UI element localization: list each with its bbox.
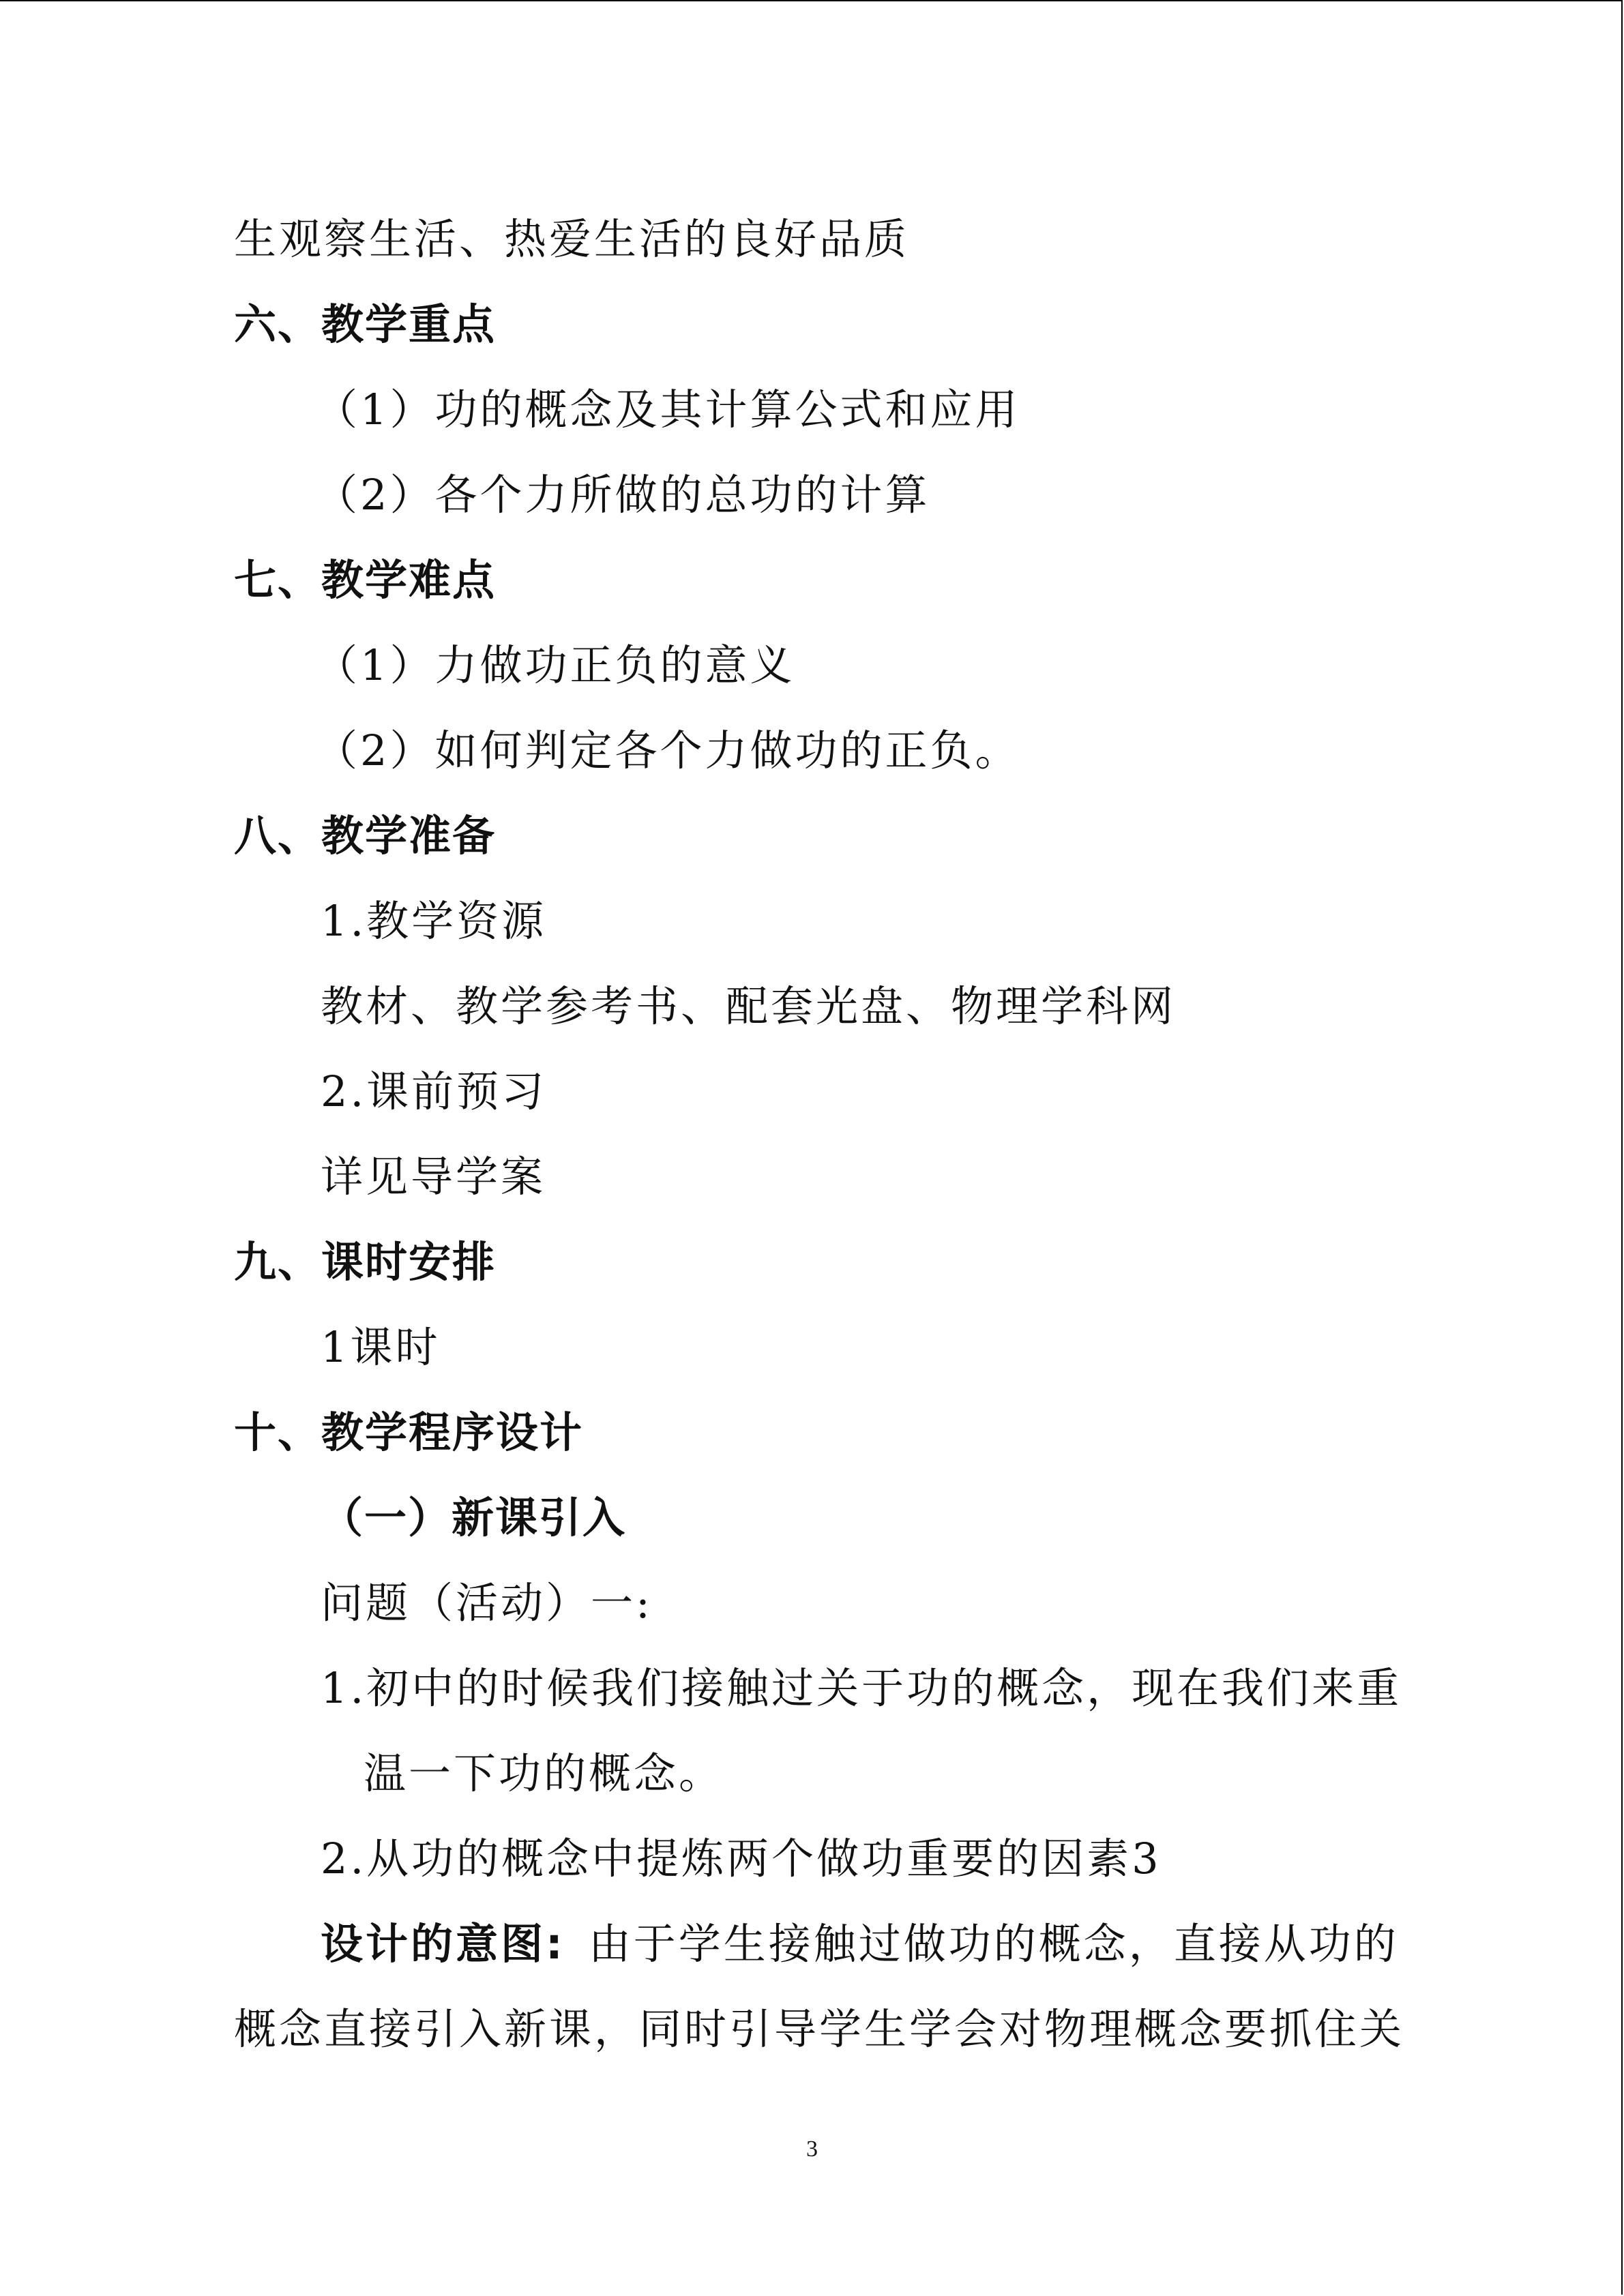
numbered-item: 1.初中的时候我们接触过关于功的概念，现在我们来重 [321,1663,1402,1713]
section-heading-teaching-procedure: 十、教学程序设计 [234,1407,584,1457]
section-heading-teaching-focus: 六、教学重点 [234,299,497,349]
sub-heading: 1.教学资源 [321,896,547,946]
numbered-item: 2.从功的概念中提炼两个做功重要的因素3 [321,1834,1162,1883]
section-heading-class-schedule: 九、课时安排 [234,1237,497,1287]
sub-section-heading-new-lesson-intro: （一）新课引入 [321,1493,627,1542]
design-intent-text: 由于学生接触过做功的概念，直接从功的 [588,1919,1399,1969]
list-item: （2）各个力所做的总功的计算 [315,470,930,520]
body-text-line: 教材、教学参考书、配套光盘、物理学科网 [321,981,1177,1031]
body-text-line: 生观察生活、热爱生活的良好品质 [234,214,910,264]
list-item: （1）力做功正负的意义 [315,640,795,690]
design-intent-label: 设计的意图: [321,1919,565,1969]
section-heading-teaching-preparation: 八、教学准备 [234,811,497,861]
body-text-line: 详见导学案 [321,1152,546,1202]
numbered-item-continuation: 温一下功的概念。 [364,1748,724,1798]
design-intent-paragraph [321,1919,1399,1969]
body-text-line: 1课时 [321,1322,441,1372]
section-heading-teaching-difficulty: 七、教学难点 [234,555,497,605]
list-item: （2）如何判定各个力做功的正负。 [315,726,1020,775]
body-text-line: 概念直接引入新课，同时引导学生学会对物理概念要抓住关 [234,2004,1405,2054]
body-text-line: 问题（活动）一: [321,1578,653,1628]
page-number: 3 [806,2136,818,2162]
list-item: （1）功的概念及其计算公式和应用 [315,385,1020,434]
sub-heading: 2.课前预习 [321,1067,547,1116]
